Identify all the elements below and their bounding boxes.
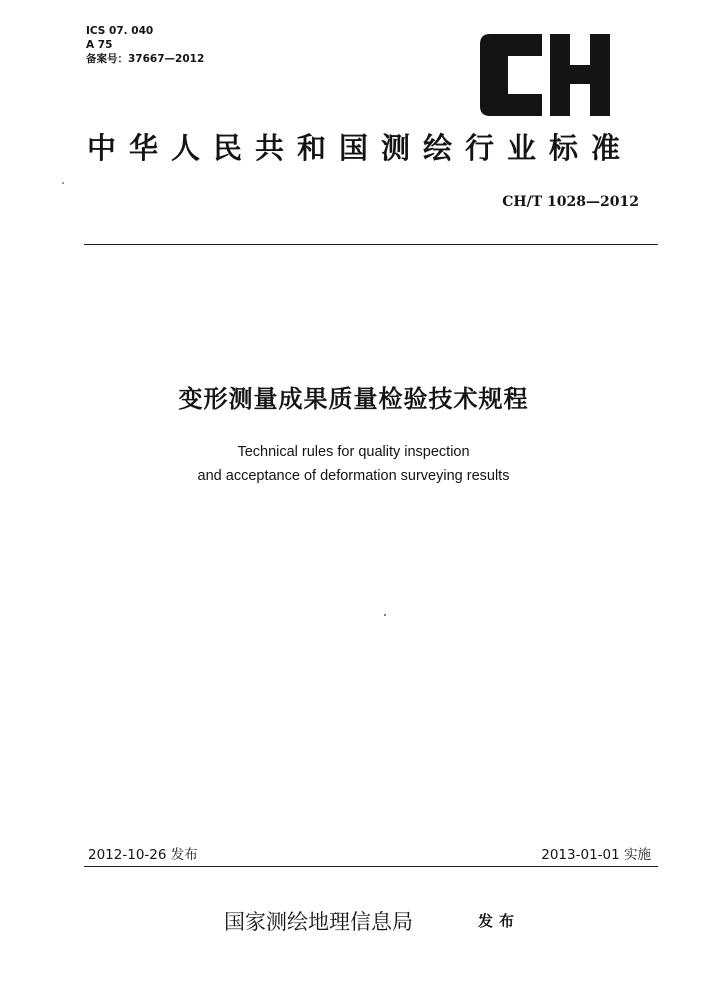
- publisher-name: 国家测绘地理信息局: [224, 910, 413, 934]
- english-title-line-1: Technical rules for quality inspection: [237, 444, 470, 460]
- header-divider: [84, 244, 658, 245]
- ch-logo: [480, 34, 610, 116]
- scan-speck: [384, 614, 386, 616]
- document-title-english: [0, 440, 707, 488]
- document-meta: [86, 24, 204, 66]
- english-title-line-2: and acceptance of deformation surveying results: [197, 468, 510, 484]
- filing-number: 备案号：37667—2012: [86, 53, 205, 65]
- org-title: 中华人民共和国测绘行业标准: [86, 131, 633, 165]
- publish-label: 发布: [478, 912, 521, 930]
- footer-divider: [84, 866, 658, 867]
- standard-code: CH/T 1028—2012: [502, 194, 639, 210]
- ics-code: ICS 07. 040: [86, 25, 154, 37]
- classification-code: A 75: [86, 39, 113, 51]
- implementation-date: 2013-01-01 实施: [541, 847, 651, 863]
- ch-logo-letter-c: [480, 34, 542, 116]
- ch-logo-letter-h: [550, 34, 610, 116]
- issue-date: 2012-10-26 发布: [88, 847, 198, 863]
- scan-speck: [62, 182, 64, 184]
- document-title-chinese: 变形测量成果质量检验技术规程: [178, 385, 529, 413]
